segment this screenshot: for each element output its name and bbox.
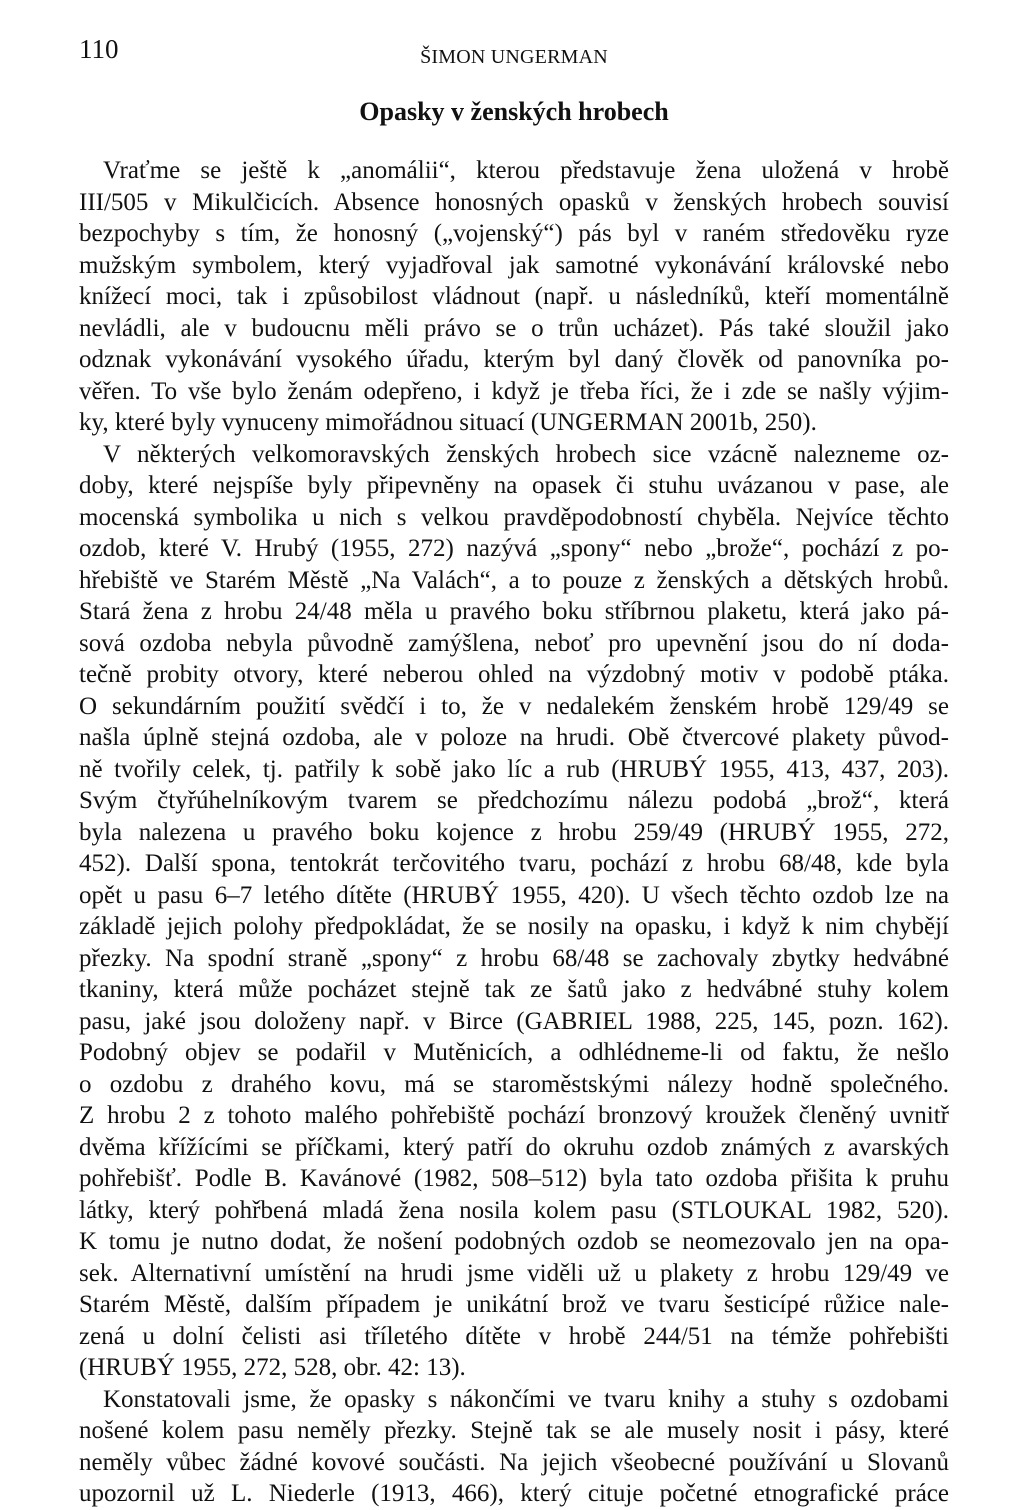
document-page [79,34,949,1510]
text-line: K tomu je nutno dodat, že nošení podobných ozdob se neomezovalo jen na opa- [79,1228,949,1255]
text-line: bezpochyby s tím, že honosný („vojenský“) pás byl v raném středověku ryze [79,220,949,247]
body-text [79,155,949,1510]
text-line: mocenská symbolika u nich s velkou pravděpodobností chyběla. Nejvíce těchto [79,503,949,531]
text-line: dvěma křížícími se příčkami, který patří do okruhu ozdob známých z avarských [79,1133,949,1161]
paragraph-3 [79,1384,949,1510]
text-line: věřen. To vše bylo ženám odepřeno, i když je třeba říci, že i zde se našly výjim- [79,377,949,405]
text-line: Podobný objev se podařil v Mutěnicích, a odhlédneme-li od faktu, že nešlo [79,1039,949,1066]
text-line: (HRUBÝ 1955, 272, 528, obr. 42: 13). [79,1354,466,1381]
text-line: odznak vykonávání vysokého úřadu, kterým byl daný člověk od panovníka po- [79,346,949,373]
text-line: látky, který pohřbená mladá žena nosila kolem pasu (STLOUKAL 1982, 520). [79,1196,949,1224]
paragraph-2 [79,439,949,1384]
text-line: o ozdobu z drahého kovu, má se staroměstskými nálezy hodně společného. [79,1070,949,1098]
text-line: Starém Městě, dalším případem je unikátní brož ve tvaru šesticípé růžice nale- [79,1291,949,1318]
text-line: III/505 v Mikulčicích. Absence honosných opasků v ženských hrobech souvisí [79,188,949,216]
text-line: hřebiště ve Starém Městě „Na Valách“, a to pouze z ženských a dětských hrobů. [79,566,949,594]
text-line: zená u dolní čelisti asi tříletého dítěte v hrobě 244/51 na témže pohřebišti [79,1322,949,1350]
text-line: základě jejich polohy předpokládat, že se nosily na opasku, i když k nim chybějí [79,913,949,940]
text-line: Stará žena z hrobu 24/48 měla u pravého boku stříbrnou plaketu, která jako pá- [79,598,949,625]
text-line: byla nalezena u pravého boku kojence z hrobu 259/49 (HRUBÝ 1955, 272, [79,818,949,846]
section-title: Opasky v ženských hrobech [359,97,669,126]
text-line: neměly vůbec žádné kovové součásti. Na jejich všeobecné používání u Slovanů [79,1448,949,1476]
text-line: nošené kolem pasu neměly přezky. Stejně tak se ale musely nosit i pásy, které [79,1417,949,1444]
text-line: ozdob, které V. Hrubý (1955, 272) nazývá „spony“ nebo „brože“, pochází z po- [79,535,949,562]
text-line: opět u pasu 6–7 letého dítěte (HRUBÝ 1955, 420). U všech těchto ozdob lze na [79,881,949,909]
text-line: knížecí moci, tak i způsobilost vládnout (např. u následníků, kteří momentálně [79,283,949,310]
text-line: Konstatovali jsme, že opasky s nákončími ve tvaru knihy a stuhy s ozdobami [103,1385,949,1413]
text-line: sová ozdoba nebyla původně zamýšlena, neboť pro upevnění jsou do ní doda- [79,629,949,657]
text-line: O sekundárním použití svědčí i to, že v nedalekém ženském hrobě 129/49 se [79,692,949,720]
text-line: doby, které nejspíše byly připevněny na opasek či stuhu uvázanou v pase, ale [79,472,949,499]
text-line: sek. Alternativní umístění na hrudi jsme viděli už u plakety z hrobu 129/49 ve [79,1259,949,1287]
text-line: našla úplně stejná ozdoba, ale v poloze na hrudi. Obě čtvercové plakety původ- [79,724,949,751]
text-line: Vraťme se ještě k „anomálii“, kterou představuje žena uložená v hrobě [103,157,949,184]
text-line: V některých velkomoravských ženských hrobech sice vzácně nalezneme oz- [103,440,949,468]
text-line: Svým čtyřúhelníkovým tvarem se předchozímu nálezu podobá „brož“, která [79,787,949,814]
paragraph-1 [79,155,949,439]
text-line: přezky. Na spodní straně „spony“ z hrobu 68/48 se zachovaly zbytky hedvábné [79,944,949,972]
text-line: pasu, jaké jsou doloženy např. v Birce (GABRIEL 1988, 225, 145, pozn. 162). [79,1007,949,1035]
text-line: upozornil už L. Niederle (1913, 466), který cituje početné etnografické práce [79,1480,949,1507]
text-line: ky, které byly vynuceny mimořádnou situací (UNGERMAN 2001b, 250). [79,409,817,436]
text-line: 452). Další spona, tentokrát terčovitého tvaru, pochází z hrobu 68/48, kde byla [79,850,949,877]
text-line: ně tvořily celek, tj. patřily k sobě jako líc a rub (HRUBÝ 1955, 413, 437, 203). [79,755,949,783]
text-line: Z hrobu 2 z tohoto malého pohřebiště pochází bronzový kroužek členěný uvnitř [79,1102,949,1129]
page-header [79,34,949,84]
text-line: mužským symbolem, který vyjadřoval jak samotné vykonávání královské nebo [79,251,949,279]
text-line: tkaniny, která může pocházet stejně tak ze šatů jako z hedvábné stuhy kolem [79,976,949,1003]
page-number: 110 [79,34,119,64]
running-head: ŠIMON UNGERMAN [420,46,608,68]
text-line: nevládli, ale v budoucnu měli právo se o trůn ucházet). Pás také sloužil jako [79,314,949,342]
text-line: tečně probity otvory, které neberou ohled na výzdobný motiv v podobě ptáka. [79,661,949,688]
text-line: pohřebišť. Podle B. Kavánové (1982, 508–512) byla tato ozdoba přišita k pruhu [79,1165,949,1192]
